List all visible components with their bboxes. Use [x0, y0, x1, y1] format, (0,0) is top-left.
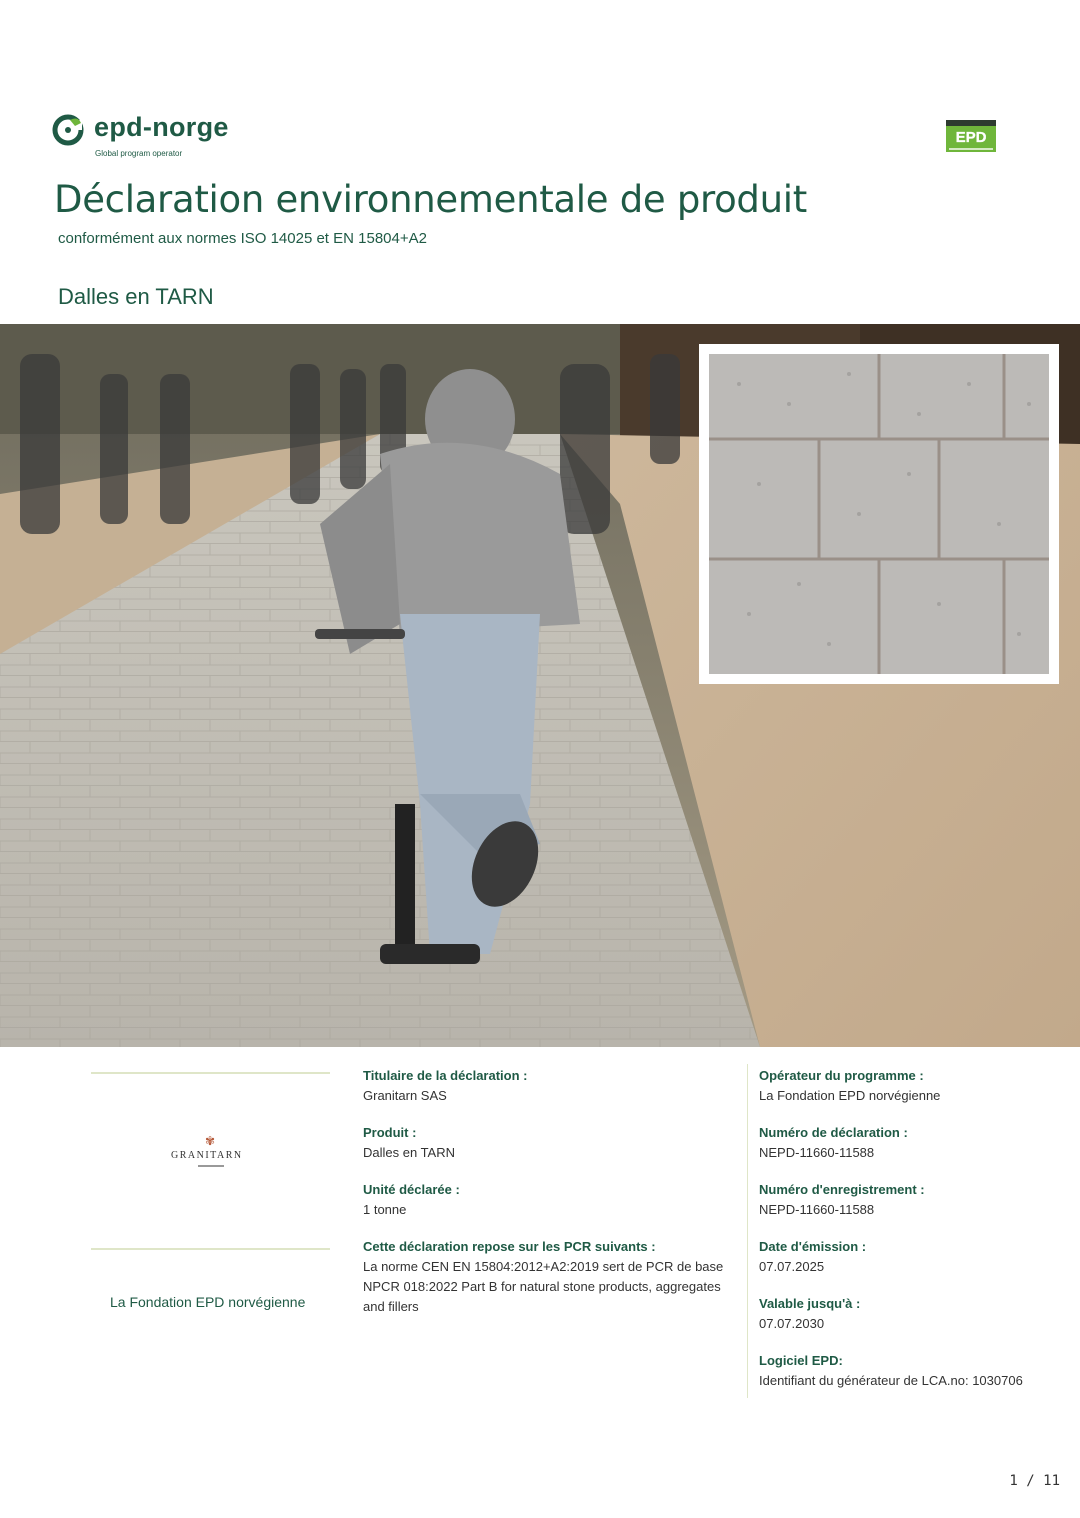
field-value: La norme CEN EN 15804:2012+A2:2019 sert de PCR de base [363, 1259, 724, 1274]
foundation-name: La Fondation EPD norvégienne [110, 1294, 306, 1310]
product-name: Dalles en TARN [58, 284, 214, 309]
field-label: Valable jusqu'à : [759, 1296, 861, 1311]
field-label: Numéro d'enregistrement : [759, 1182, 925, 1197]
registration-number-field [759, 1180, 1049, 1220]
field-label: Unité déclarée : [363, 1182, 460, 1197]
epd-norge-mark-icon [52, 114, 84, 146]
field-label: Date d'émission : [759, 1239, 867, 1254]
granitarn-logo-text: GRANITARN [171, 1150, 243, 1161]
program-operator-field [759, 1066, 1049, 1106]
page-title: Déclaration environnementale de produit [54, 178, 807, 221]
badge-label: EPD [955, 129, 987, 146]
valid-until-field [759, 1294, 1049, 1334]
field-label: Produit : [363, 1125, 417, 1140]
field-value: 07.07.2030 [759, 1316, 825, 1331]
field-value: 1 tonne [363, 1202, 407, 1217]
field-label: Titulaire de la déclaration : [363, 1068, 528, 1083]
field-value: NEPD-11660-11588 [759, 1202, 875, 1217]
granitarn-mark-icon: ✾ [205, 1134, 216, 1148]
field-value: La Fondation EPD norvégienne [759, 1088, 941, 1103]
page-number: 1 / 11 [1009, 1473, 1060, 1489]
pcr-field [363, 1237, 735, 1317]
field-value: 07.07.2025 [759, 1259, 825, 1274]
field-value: NEPD-11660-11588 [759, 1145, 875, 1160]
holder-field [363, 1066, 735, 1106]
field-value: Granitarn SAS [363, 1088, 447, 1103]
granitarn-logo [160, 1134, 260, 1174]
field-label: Opérateur du programme : [759, 1068, 924, 1083]
declared-unit-field [363, 1180, 735, 1220]
brand-name: epd-norge [94, 112, 229, 142]
program-details [759, 1066, 1049, 1408]
declaration-info [0, 1062, 1080, 1442]
divider [91, 1072, 330, 1074]
issue-date-field [759, 1237, 1049, 1277]
epd-software-field [759, 1351, 1049, 1391]
product-field [363, 1123, 735, 1163]
page-subtitle: conformément aux normes ISO 14025 et EN 15804+A2 [58, 230, 427, 247]
paving-detail-photo [699, 344, 1059, 684]
field-value: NPCR 018:2022 Part B for natural stone products, aggregates and fillers [363, 1279, 721, 1314]
field-value: Dalles en TARN [363, 1145, 455, 1160]
declaration-number-field [759, 1123, 1049, 1163]
field-label: Numéro de déclaration : [759, 1125, 908, 1140]
granitarn-logo-tag [198, 1165, 224, 1167]
field-value: Identifiant du générateur de LCA.no: 1030706 [759, 1373, 1023, 1388]
field-label: Logiciel EPD: [759, 1353, 843, 1368]
divider [91, 1248, 330, 1250]
column-divider [747, 1064, 748, 1398]
epd-badge-icon [946, 120, 996, 152]
epd-norge-logo [52, 112, 312, 162]
field-label: Cette déclaration repose sur les PCR suivants : [363, 1239, 656, 1254]
paving-tiles-illustration [709, 354, 1049, 674]
declaration-details [363, 1066, 735, 1334]
brand-tagline: Global program operator [95, 149, 183, 158]
